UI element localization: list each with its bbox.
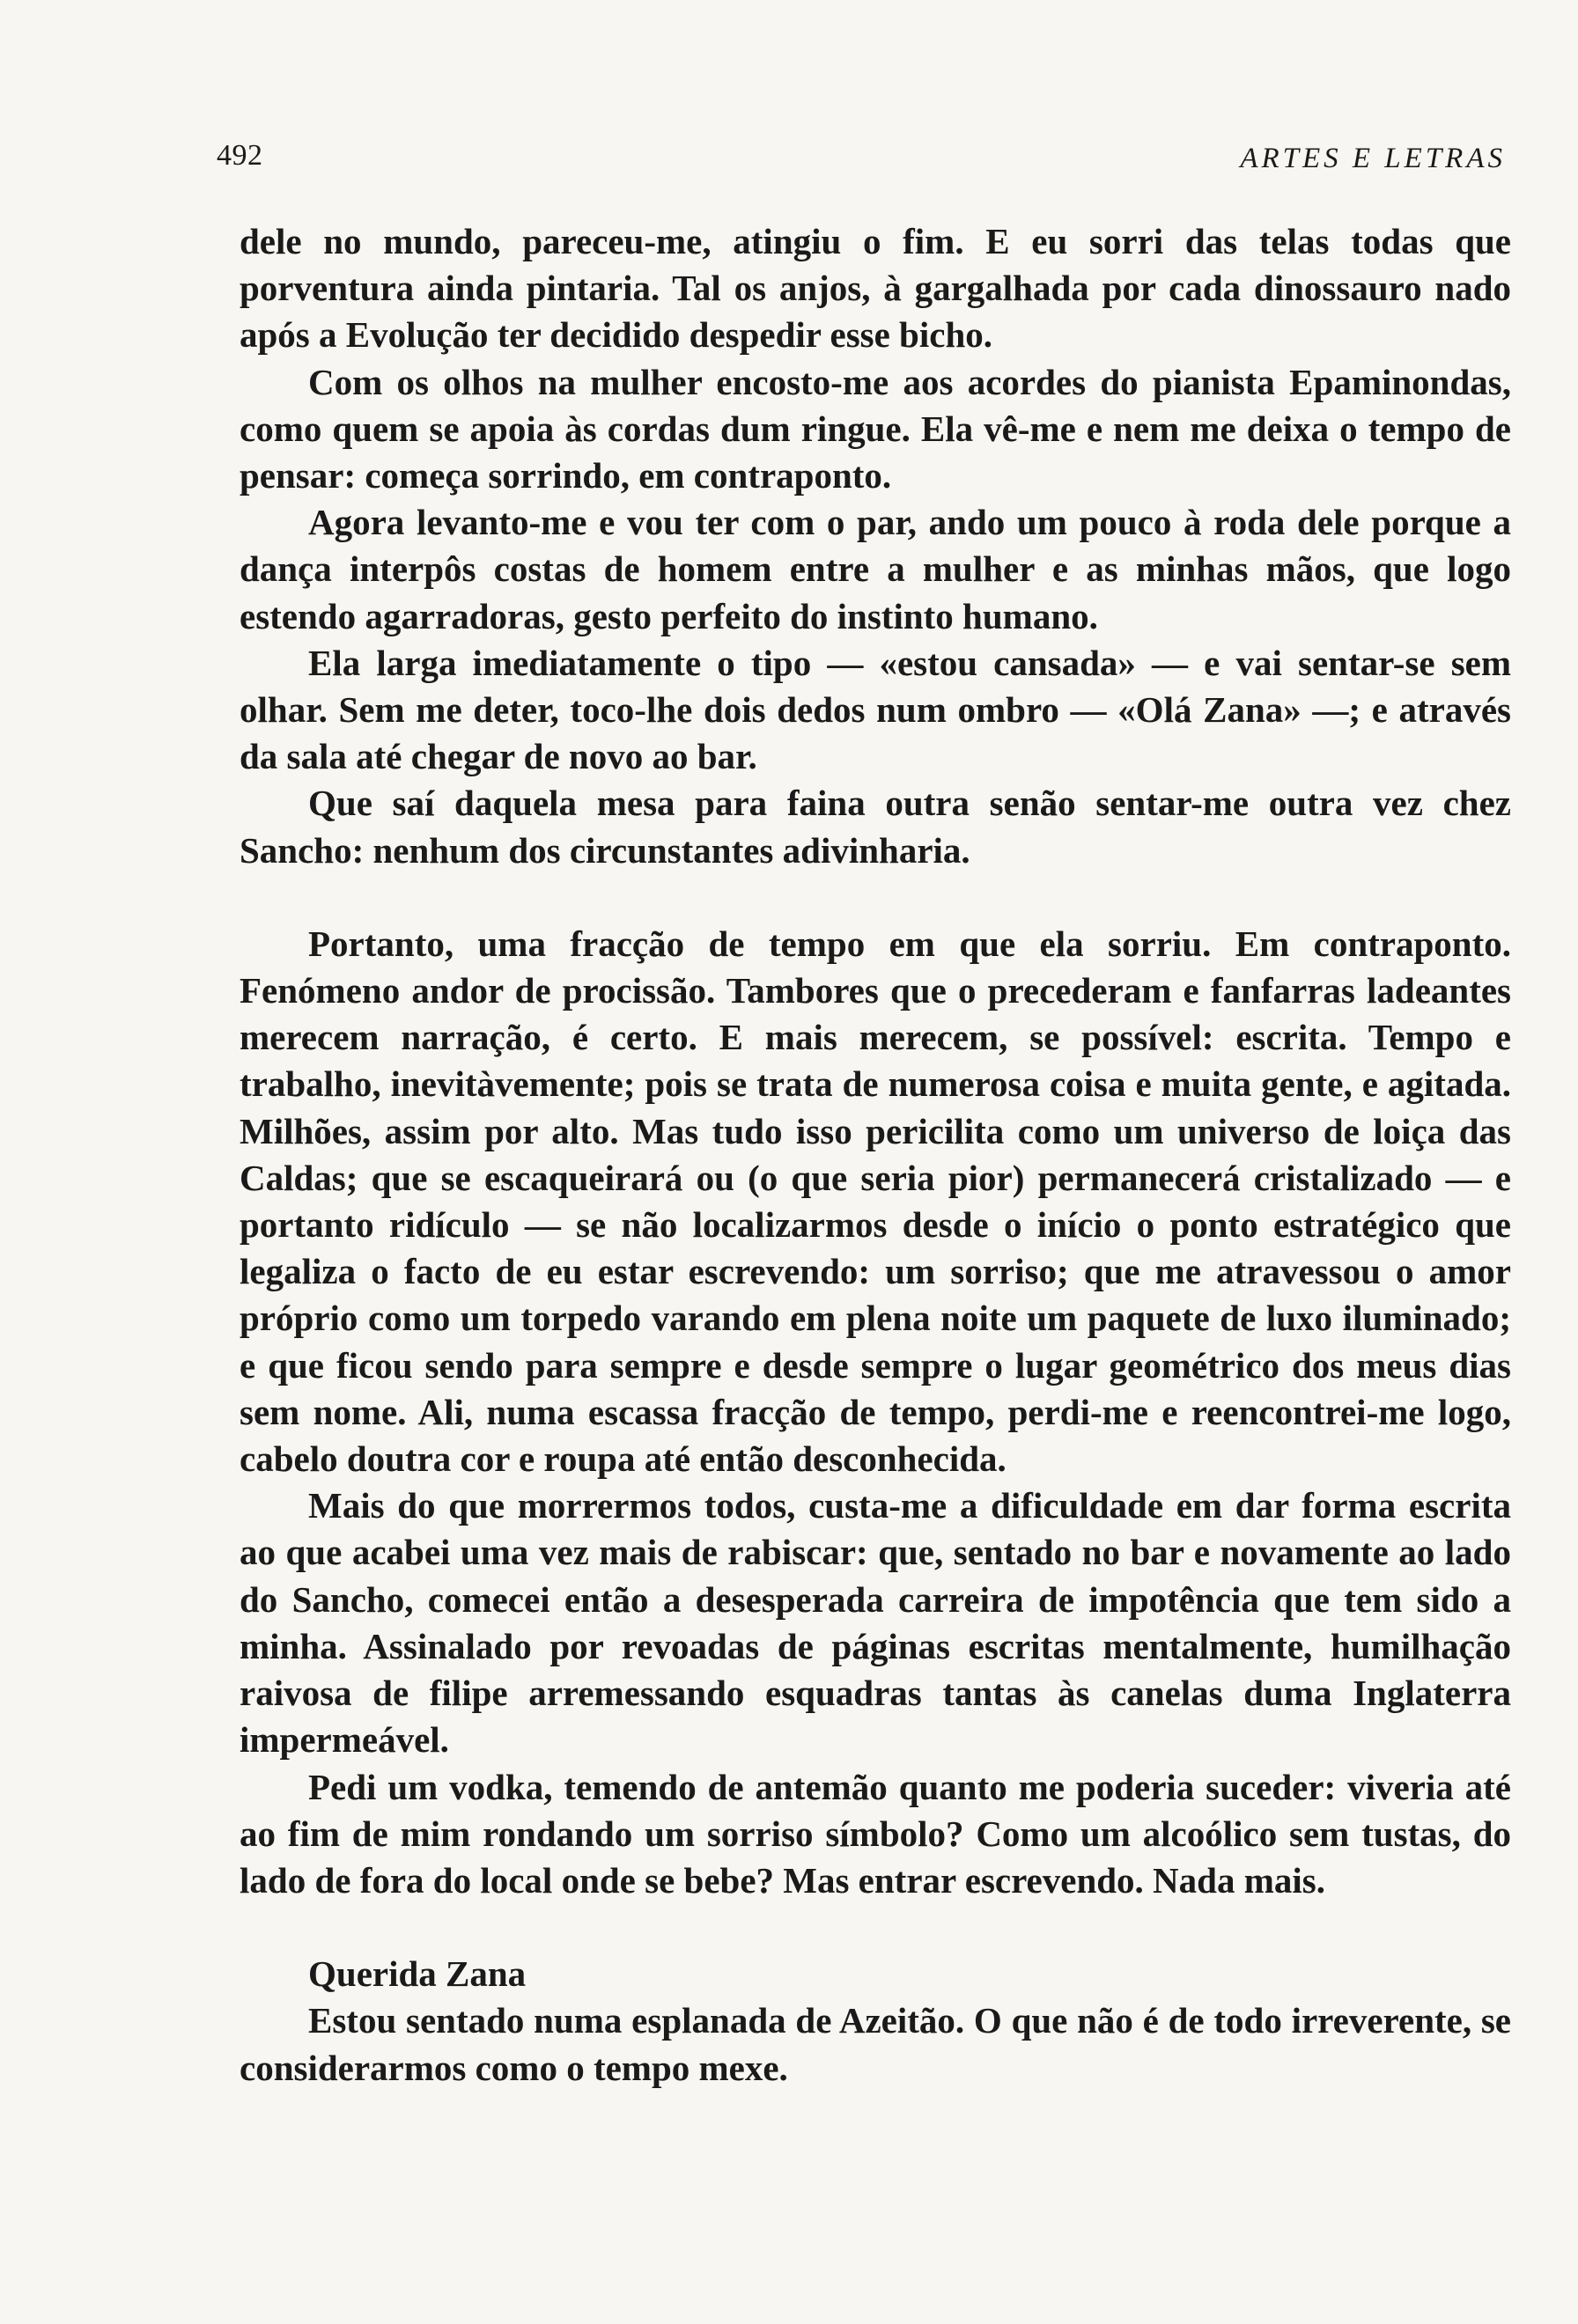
paragraph: Pedi um vodka, temendo de antemão quanto me poderia suceder: viveria até ao fim de mim rondando um sorriso símbolo? Como um alcoólico sem tustas, do lado de fora do local onde se bebe? Mas entrar escrevendo. Nada mais. (240, 1766, 1511, 1901)
paragraph: Agora levanto-me e vou ter com o par, ando um pouco à roda dele porque a dança interpôs costas de homem entre a mulher e as minhas mãos, que logo estendo agarradoras, gesto perfeito do instinto humano. (240, 502, 1511, 636)
paragraph: dele no mundo, pareceu-me, atingiu o fim. E eu sorri das telas todas que porventura ainda pintaria. Tal os anjos, à gargalhada por cada dinossauro nado após a Evolução ter decidido despedir esse bicho. (240, 221, 1511, 356)
letter-salutation: Querida Zana (308, 1953, 527, 1995)
paragraph: Que saí daquela mesa para faina outra senão sentar-me outra vez chez Sancho: nenhum dos circunstantes adivinharia. (240, 783, 1511, 871)
paragraph: Mais do que morrermos todos, custa-me a dificuldade em dar forma escrita ao que acabei uma vez mais de rabiscar: que, sentado no bar e novamente ao lado do Sancho, comecei então a desesperada carreira de impotência que tem sido a minha. Assinalado por revoadas de páginas escritas mentalmente, humilhação raivosa de filipe arremessando esquadras tantas às canelas duma Inglaterra impermeável. (240, 1485, 1511, 1761)
paragraph: Portanto, uma fracção de tempo em que ela sorriu. Em contraponto. Fenómeno andor de procissão. Tambores que o precederam e fanfarras ladeantes merecem narração, é certo. E mais merecem, se possível: escrita. Tempo e trabalho, inevitàvemente; pois se trata de numerosa coisa e muita gente, e agitada. Milhões, assim por alto. Mas tudo isso pericilita como um universo de loiça das Caldas; que se escaqueirará ou (o que seria pior) permanecerá cristalizado — e portanto ridículo — se não localizarmos desde o início o ponto estratégico que legaliza o facto de eu estar escrevendo: um sorriso; que me atravessou o amor próprio como um torpedo varando em plena noite um paquete de luxo iluminado; e que ficou sendo para sempre e desde sempre o lugar geométrico dos meus dias sem nome. Ali, numa escassa fracção de tempo, perdi-me e reencontrei-me logo, cabelo doutra cor e roupa até então desconhecida. (240, 923, 1511, 1480)
paragraph: Ela larga imediatamente o tipo — «estou cansada» — e vai sentar-se sem olhar. Sem me deter, toco-lhe dois dedos num ombro — «Olá Zana» —; e através da sala até chegar de novo ao bar. (240, 642, 1511, 777)
running-title: ARTES E LETRAS (1240, 143, 1506, 174)
paragraph: Com os olhos na mulher encosto-me aos acordes do pianista Epaminondas, como quem se apoia às cordas dum ringue. Ela vê-me e nem me deixa o tempo de pensar: começa sorrindo, em contraponto. (240, 361, 1511, 496)
body-text (240, 218, 1511, 2092)
paragraph: Estou sentado numa esplanada de Azeitão. O que não é de todo irreverente, se considerarmos como o tempo mexe. (240, 2000, 1511, 2088)
page-number: 492 (217, 139, 263, 172)
